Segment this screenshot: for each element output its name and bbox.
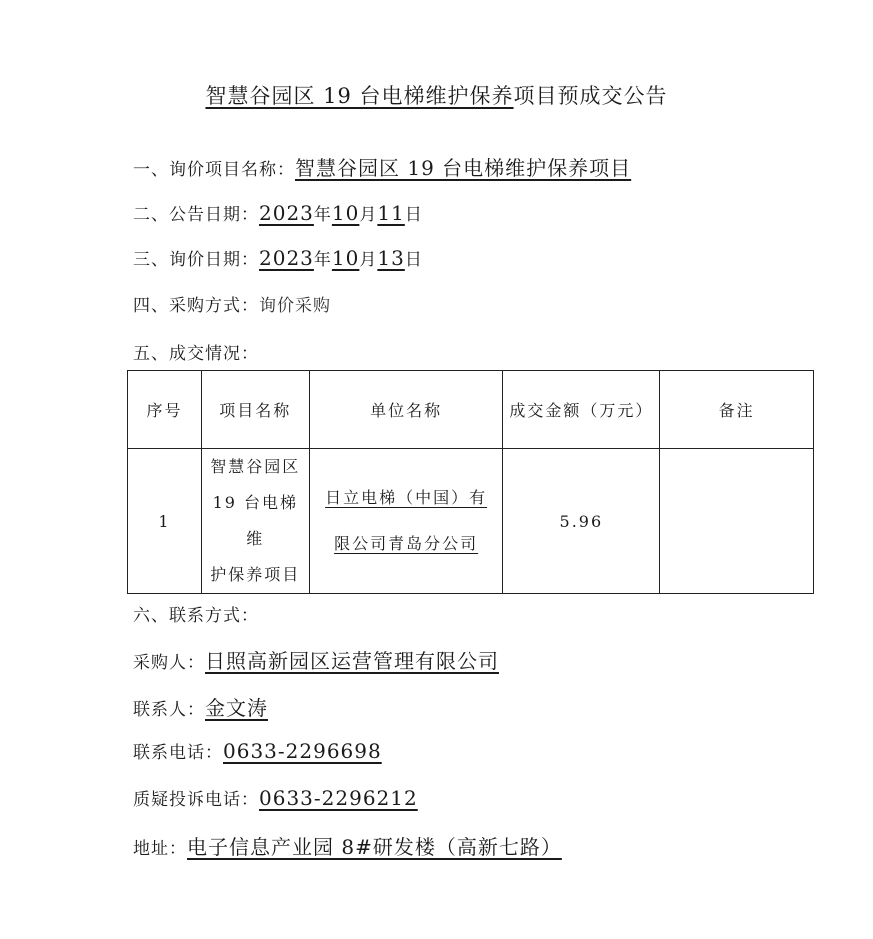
header-supplier: 单位名称 [309, 371, 503, 449]
row-supplier-line-2: 限公司青岛分公司 [334, 534, 479, 553]
announce-date-line [133, 200, 423, 225]
contact-person-value: 金文涛 [205, 696, 268, 720]
announce-year: 2023 [259, 201, 314, 225]
address-label: 地址： [133, 839, 187, 859]
deal-table [127, 370, 814, 594]
complaint-phone-value: 0633-2296212 [259, 786, 418, 810]
row-project-line-1: 智慧谷园区 [210, 457, 301, 476]
announce-day-unit: 日 [404, 205, 423, 225]
inquiry-day: 13 [377, 246, 405, 270]
table-row [128, 449, 814, 594]
header-project: 项目名称 [201, 371, 309, 449]
inquiry-date-label: 三、询价日期： [133, 250, 259, 270]
row-remark [660, 449, 814, 594]
project-name-value: 智慧谷园区 19 台电梯维护保养项目 [295, 156, 632, 180]
row-project-line-3: 护保养项目 [210, 565, 301, 584]
title-underlined-part: 智慧谷园区 19 台电梯维护保养 [205, 84, 514, 108]
row-project-line-2: 19 台电梯维 [212, 493, 299, 548]
row-supplier-line-1: 日立电梯（中国）有 [325, 488, 488, 507]
announce-month-unit: 月 [359, 205, 378, 225]
deal-status-label: 五、成交情况： [133, 344, 259, 364]
contact-heading [133, 601, 259, 626]
row-project [201, 449, 309, 594]
title-rest: 项目预成交公告 [513, 84, 668, 108]
header-index: 序号 [128, 371, 202, 449]
contact-phone-value: 0633-2296698 [223, 739, 382, 763]
table-header-row [128, 371, 814, 449]
inquiry-month-unit: 月 [359, 250, 378, 270]
purchaser-line [133, 645, 499, 674]
complaint-phone-line [133, 785, 418, 810]
announce-date-label: 二、公告日期： [133, 205, 259, 225]
inquiry-date-line [133, 245, 423, 270]
announce-month: 10 [331, 201, 360, 225]
contact-person-line [133, 692, 268, 721]
inquiry-year: 2023 [259, 246, 314, 270]
address-line [133, 831, 562, 860]
procurement-method-line [133, 291, 331, 316]
inquiry-day-unit: 日 [404, 250, 423, 270]
row-amount: 5.96 [503, 449, 660, 594]
deal-status-heading [133, 339, 259, 364]
inquiry-month: 10 [331, 246, 360, 270]
address-value: 电子信息产业园 8#研发楼（高新七路） [187, 835, 562, 859]
row-supplier [309, 449, 503, 594]
announce-year-unit: 年 [313, 205, 332, 225]
purchaser-value: 日照高新园区运营管理有限公司 [205, 649, 499, 673]
procurement-method-label: 四、采购方式： [133, 296, 259, 316]
procurement-method-value: 询价采购 [259, 296, 331, 316]
announcement-title [0, 80, 873, 110]
complaint-phone-label: 质疑投诉电话： [133, 790, 259, 810]
project-name-label: 一、询价项目名称： [133, 160, 295, 180]
purchaser-label: 采购人： [133, 653, 205, 673]
inquiry-year-unit: 年 [313, 250, 332, 270]
row-index: 1 [128, 449, 202, 594]
contact-phone-label: 联系电话： [133, 743, 223, 763]
contact-heading-label: 六、联系方式： [133, 606, 259, 626]
contact-phone-line [133, 738, 382, 763]
header-amount: 成交金额（万元） [503, 371, 660, 449]
project-name-line [133, 152, 631, 181]
announce-day: 11 [377, 201, 405, 225]
contact-person-label: 联系人： [133, 700, 205, 720]
header-remark: 备注 [660, 371, 814, 449]
